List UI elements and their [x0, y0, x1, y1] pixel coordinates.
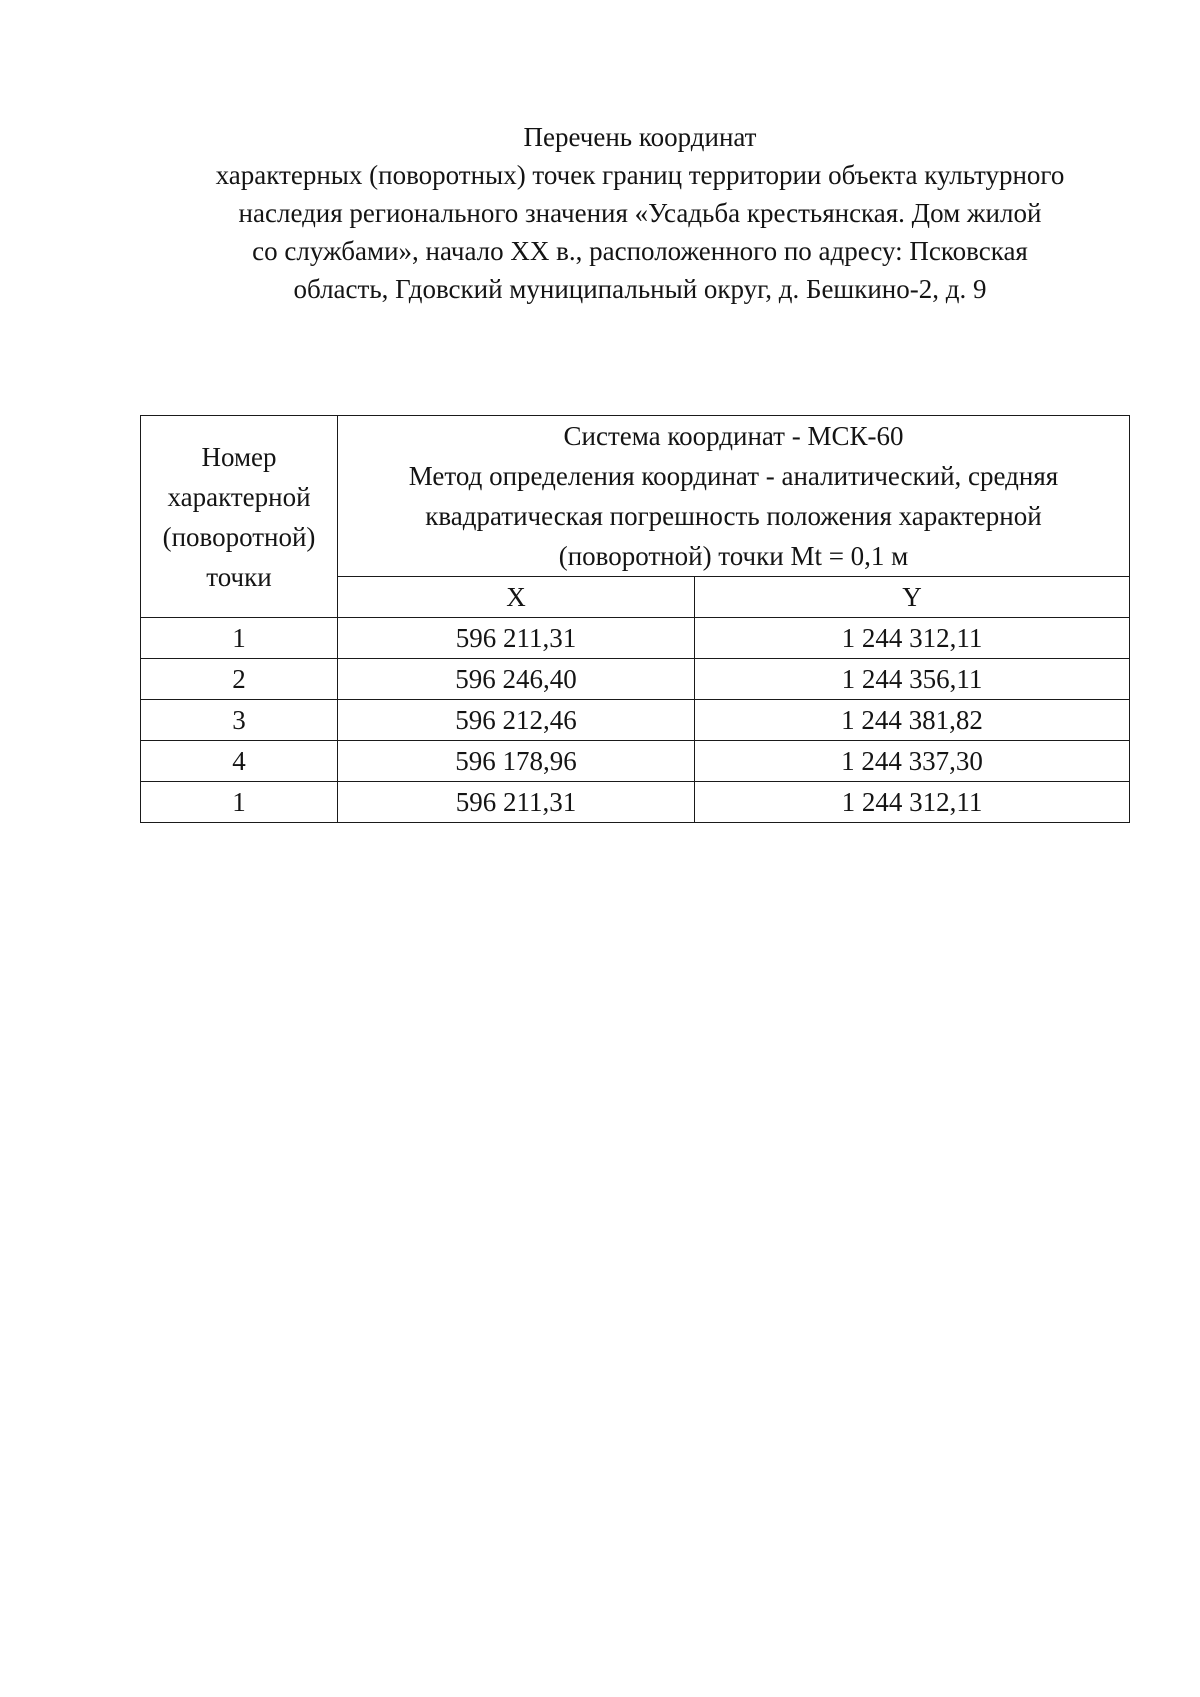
point-number-header [141, 416, 338, 618]
table-row [141, 659, 1130, 700]
y-cell: 1 244 312,11 [695, 618, 1130, 659]
table-row [141, 618, 1130, 659]
y-cell: 1 244 356,11 [695, 659, 1130, 700]
coordinates-table [140, 415, 1130, 823]
table-row [141, 700, 1130, 741]
point-cell: 4 [141, 741, 338, 782]
point-cell: 1 [141, 782, 338, 823]
x-cell: 596 246,40 [338, 659, 695, 700]
header-line: квадратическая погрешность положения характерной [425, 501, 1042, 531]
header-line: Система координат - МСК-60 [563, 421, 904, 451]
title-line: наследия регионального значения «Усадьба крестьянская. Дом жилой [238, 198, 1042, 228]
title-line: характерных (поворотных) точек границ территории объекта культурного [215, 160, 1065, 190]
header-line: (поворотной) точки Mt = 0,1 м [558, 541, 909, 571]
point-cell: 3 [141, 700, 338, 741]
point-cell: 2 [141, 659, 338, 700]
table-row [141, 782, 1130, 823]
point-cell: 1 [141, 618, 338, 659]
title-line: со службами», начало XX в., расположенного по адресу: Псковская [252, 236, 1028, 266]
header-line: (поворотной) [162, 521, 316, 552]
x-cell: 596 178,96 [338, 741, 695, 782]
y-cell: 1 244 337,30 [695, 741, 1130, 782]
table-row [141, 741, 1130, 782]
coordinate-system-header [338, 416, 1130, 577]
y-cell: 1 244 381,82 [695, 700, 1130, 741]
x-cell: 596 211,31 [338, 618, 695, 659]
y-column-header: Y [695, 577, 1130, 618]
header-line: точки [206, 561, 272, 592]
header-line: характерной [167, 481, 311, 512]
x-cell: 596 212,46 [338, 700, 695, 741]
y-cell: 1 244 312,11 [695, 782, 1130, 823]
document-title [150, 118, 1130, 308]
header-line: Номер [201, 441, 277, 472]
title-line: область, Гдовский муниципальный округ, д. Бешкино-2, д. 9 [293, 274, 987, 304]
x-cell: 596 211,31 [338, 782, 695, 823]
header-line: Метод определения координат - аналитический, средняя [408, 461, 1059, 491]
x-column-header: X [338, 577, 695, 618]
title-line: Перечень координат [523, 122, 757, 152]
